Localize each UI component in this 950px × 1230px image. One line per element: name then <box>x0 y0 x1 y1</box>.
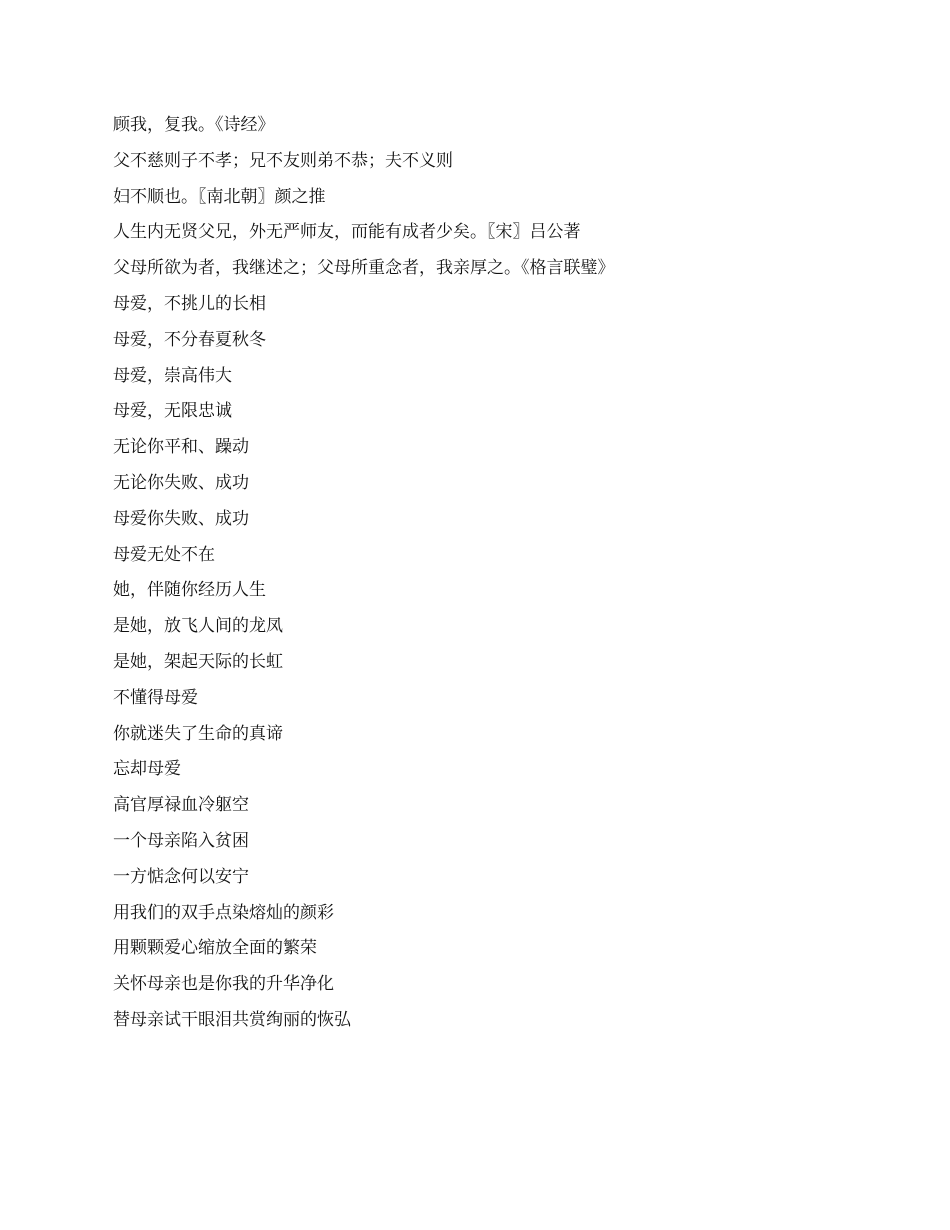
text-line: 母爱无处不在 <box>113 544 215 565</box>
text-line: 一方惦念何以安宁 <box>113 866 249 887</box>
text-line: 用我们的双手点染熔灿的颜彩 <box>113 902 334 923</box>
text-line: 无论你平和、躁动 <box>113 437 249 458</box>
text-line: 妇不顺也。〖南北朝〗颜之推 <box>113 186 326 207</box>
text-line: 忘却母爱 <box>113 759 181 780</box>
text-line: 母爱你失败、成功 <box>113 508 249 529</box>
text-line: 关怀母亲也是你我的升华净化 <box>113 974 334 995</box>
text-line: 顾我，复我。《诗经》 <box>113 115 275 135</box>
text-line: 你就迷失了生命的真谛 <box>113 723 283 744</box>
text-body <box>113 108 873 1039</box>
text-line: 替母亲试干眼泪共赏绚丽的恢弘 <box>113 1009 351 1030</box>
text-line: 母爱，崇高伟大 <box>113 365 232 386</box>
text-line: 是她，架起天际的长虹 <box>113 651 283 672</box>
text-line: 是她，放飞人间的龙凤 <box>113 616 283 637</box>
text-line: 父母所欲为者，我继述之；父母所重念者，我亲厚之。《格言联璧》 <box>113 258 615 279</box>
text-line: 母爱，不挑儿的长相 <box>113 293 266 314</box>
text-line: 一个母亲陷入贫困 <box>113 830 249 851</box>
text-line: 无论你失败、成功 <box>113 472 249 493</box>
text-line: 高官厚禄血冷躯空 <box>113 795 249 816</box>
text-line: 她，伴随你经历人生 <box>113 580 266 601</box>
text-line: 母爱，无限忠诚 <box>113 401 232 422</box>
text-line: 人生内无贤父兄，外无严师友，而能有成者少矣。〖宋〗吕公著 <box>113 222 581 243</box>
text-line: 母爱，不分春夏秋冬 <box>113 329 266 350</box>
text-line: 用颗颗爱心缩放全面的繁荣 <box>113 938 317 959</box>
text-line: 父不慈则子不孝；兄不友则弟不恭；夫不义则 <box>113 150 453 171</box>
text-line: 不懂得母爱 <box>113 687 198 708</box>
